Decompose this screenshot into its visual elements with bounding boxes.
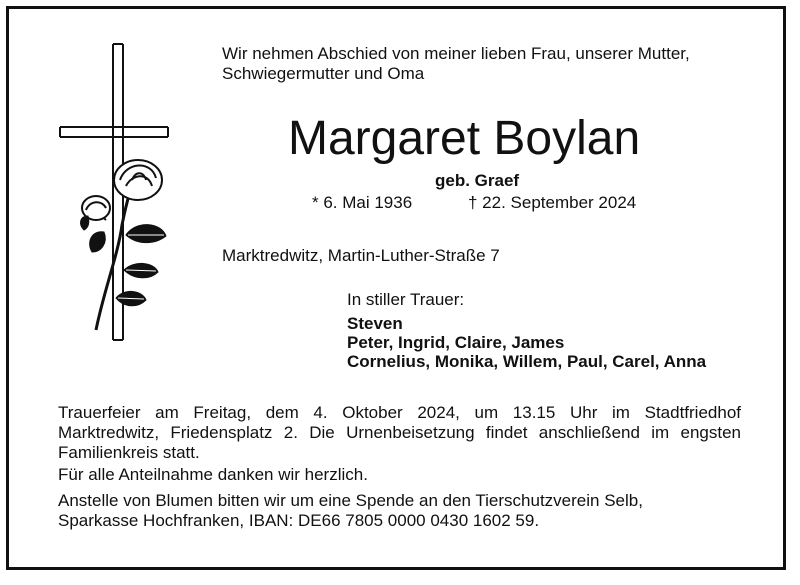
intro-line: Schwiegermutter und Oma bbox=[222, 64, 425, 83]
ceremony-line: Marktredwitz, Friedensplatz 2. Die Urnenbeisetzung findet anschließend im engsten bbox=[58, 423, 741, 442]
donation-paragraph bbox=[58, 491, 741, 531]
mourner-line: Cornelius, Monika, Willem, Paul, Carel, Anna bbox=[347, 352, 707, 371]
thanks-text: Für alle Anteilnahme danken wir herzlich. bbox=[58, 465, 368, 484]
mourner-line: Steven bbox=[347, 314, 403, 333]
intro-text bbox=[222, 44, 690, 84]
maiden-name: geb. Graef bbox=[435, 171, 520, 190]
mourners-list bbox=[347, 314, 706, 371]
mourner-line: Peter, Ingrid, Claire, James bbox=[347, 333, 565, 352]
ceremony-paragraph bbox=[58, 403, 741, 463]
donation-line: Anstelle von Blumen bitten wir um eine Spende an den Tierschutzverein Selb, bbox=[58, 491, 643, 510]
cross-with-rose-icon bbox=[56, 40, 171, 360]
address: Marktredwitz, Martin-Luther-Straße 7 bbox=[222, 246, 500, 265]
donation-line: Sparkasse Hochfranken, IBAN: DE66 7805 0000 0430 1602 59. bbox=[58, 511, 540, 530]
ceremony-line: Trauerfeier am Freitag, dem 4. Oktober 2024, um 13.15 Uhr im Stadtfriedhof bbox=[58, 403, 741, 422]
death-date: † 22. September 2024 bbox=[468, 193, 637, 212]
mourners-heading: In stiller Trauer: bbox=[347, 290, 465, 309]
ceremony-line: Familienkreis statt. bbox=[58, 443, 200, 462]
deceased-name: Margaret Boylan bbox=[288, 112, 641, 165]
birth-date: * 6. Mai 1936 bbox=[312, 193, 413, 212]
intro-line: Wir nehmen Abschied von meiner lieben Frau, unserer Mutter, bbox=[222, 44, 690, 63]
